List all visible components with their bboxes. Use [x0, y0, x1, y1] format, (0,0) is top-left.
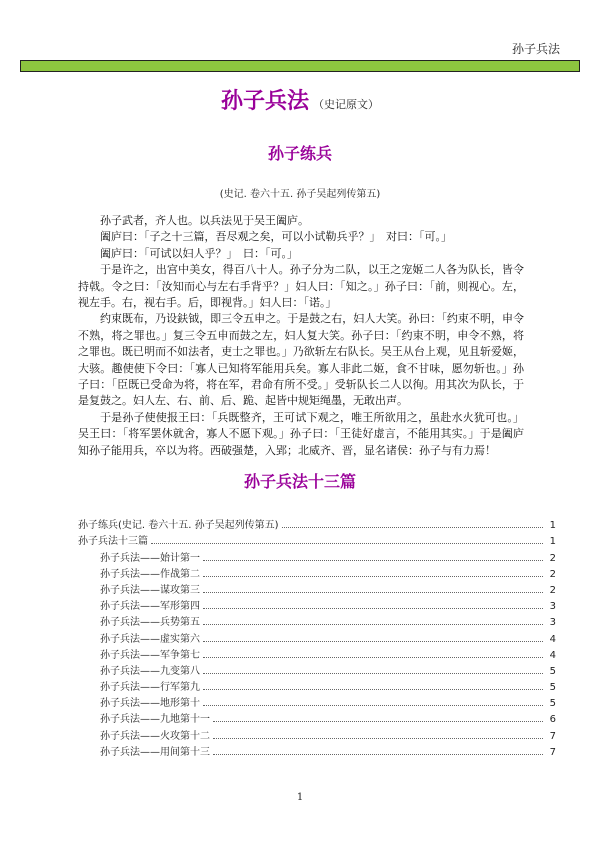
section-heading-thirteen-chapters: 孙子兵法十三篇 [243, 472, 356, 491]
table-of-contents [78, 515, 556, 758]
paragraph: 孙子武者，齐人也。以兵法见于吴王阖庐。 [100, 214, 309, 227]
toc-entry-title: 孙子兵法——用间第十三 [100, 746, 210, 758]
toc-leader-dots [282, 527, 543, 528]
toc-entry-title: 孙子兵法——始计第一 [100, 552, 200, 564]
toc-entry-title: 孙子兵法十三篇 [78, 536, 148, 548]
toc-entry[interactable] [78, 547, 556, 563]
toc-leader-dots [203, 576, 543, 577]
paragraph: 于是孙子使使报王曰：「兵既整齐，王可试下观之，唯王所欲用之，虽赴水火犹可也。」吴王曰：「将军罢休就舍，寡人不愿下观。」孙子曰：「王徒好虚言，不能用其实。」于是阖庐知孙子能用兵，卒以为将。西破强楚，入郢；北威齐、晋，显名诸侯：孙子与有力焉！ [78, 410, 524, 457]
toc-entry-title: 孙子兵法——九地第十一 [100, 714, 210, 726]
title-main: 孙子兵法 [220, 89, 309, 114]
source-citation: (史记. 卷六十五. 孙子吴起列传第五) [219, 189, 381, 200]
paragraph: 阖庐曰：「子之十三篇，吾尽观之矣，可以小试勒兵乎？」 对曰：「可。」 [100, 230, 452, 244]
toc-entry[interactable] [78, 677, 556, 693]
toc-leader-dots [203, 705, 543, 706]
toc-entry[interactable] [78, 596, 556, 612]
toc-entry-page: 2 [549, 552, 556, 564]
toc-entry-title: 孙子兵法——作战第二 [100, 568, 200, 580]
toc-entry[interactable] [78, 709, 556, 725]
page-number: 1 [296, 792, 304, 803]
toc-entry-page: 1 [549, 520, 556, 532]
toc-entry-page: 1 [549, 536, 556, 548]
main-text [78, 213, 524, 459]
toc-entry-page: 7 [549, 730, 556, 742]
toc-entry-title: 孙子兵法——军形第四 [100, 601, 200, 613]
toc-leader-dots [203, 641, 543, 642]
toc-entry-page: 5 [549, 698, 556, 710]
running-header: 孙子兵法 [511, 42, 560, 56]
toc-entry[interactable] [78, 742, 556, 758]
toc-entry[interactable] [78, 612, 556, 628]
paragraph: 于是许之，出宫中美女，得百八十人。孙子分为二队，以王之宠姬二人各为队长，皆令持戟。令之曰：「汝知而心与左右手背乎？」妇人曰：「知之。」孙子曰：「前，则视心。左，视左手。右，视右手。后，即视背。」妇人曰：「诺。」 [78, 263, 524, 310]
toc-entry-page: 5 [549, 665, 556, 677]
toc-entry[interactable] [78, 725, 556, 741]
toc-entry-title: 孙子兵法——军争第七 [100, 649, 200, 661]
paragraph: 约束既布，乃设鈇钺，即三令五申之。于是鼓之右，妇人大笑。孙曰：「约束不明，申令不熟，将之罪也。」复三令五申而鼓之左，妇人复大笑。孙子曰：「约束不明，申令不熟，将之罪也。既已明而不如法者，吏士之罪也。」乃欲斩左右队长。吴王从台上观，见且斩爱姬，大骇。趣使使下令曰：「寡人已知将军能用兵矣。寡人非此二姬，食不甘味，愿勿斩也。」孙子曰：「臣既已受命为将，将在军，君命有所不受。」受斩队长二人以徇。用其次为队长，于是复鼓之。妇人左、右、前、后、跪、起皆中规矩绳墨，无敢出声。 [78, 312, 524, 408]
toc-entry[interactable] [78, 515, 556, 531]
toc-entry[interactable] [78, 564, 556, 580]
toc-entry-page: 2 [549, 568, 556, 580]
toc-entry-title: 孙子练兵(史记. 卷六十五. 孙子吴起列传第五) [78, 520, 279, 532]
toc-entry[interactable] [78, 693, 556, 709]
toc-entry-page: 6 [549, 714, 556, 726]
toc-entry[interactable] [78, 661, 556, 677]
toc-entry-title: 孙子兵法——虚实第六 [100, 633, 200, 645]
toc-leader-dots [203, 560, 543, 561]
toc-entry[interactable] [78, 628, 556, 644]
toc-leader-dots [151, 543, 543, 544]
header-bar [20, 60, 580, 72]
toc-entry-title: 孙子兵法——地形第十 [100, 698, 200, 710]
toc-entry-page: 7 [549, 746, 556, 758]
toc-leader-dots [203, 657, 543, 658]
title-subtitle: （史记原文） [313, 98, 379, 111]
toc-entry-title: 孙子兵法——兵势第五 [100, 617, 200, 629]
toc-entry-page: 3 [549, 601, 556, 613]
paragraph: 阖庐曰：「可试以妇人乎？」 曰：「可。」 [100, 246, 298, 260]
toc-entry-title: 孙子兵法——火攻第十二 [100, 730, 210, 742]
toc-leader-dots [203, 592, 543, 593]
toc-entry-page: 5 [549, 682, 556, 694]
toc-entry-title: 孙子兵法——九变第八 [100, 665, 200, 677]
toc-leader-dots [203, 624, 543, 625]
toc-entry-page: 3 [549, 617, 556, 629]
toc-entry[interactable] [78, 531, 556, 547]
toc-leader-dots [213, 738, 543, 739]
toc-entry-page: 4 [549, 633, 556, 645]
toc-entry-page: 4 [549, 649, 556, 661]
toc-entry[interactable] [78, 645, 556, 661]
toc-leader-dots [203, 608, 543, 609]
toc-leader-dots [203, 673, 543, 674]
section-heading-training: 孙子练兵 [267, 144, 332, 163]
toc-entry[interactable] [78, 580, 556, 596]
toc-entry-title: 孙子兵法——行军第九 [100, 682, 200, 694]
toc-leader-dots [203, 689, 543, 690]
toc-leader-dots [213, 754, 543, 755]
document-title [0, 84, 600, 115]
toc-entry-title: 孙子兵法——谋攻第三 [100, 584, 200, 596]
toc-leader-dots [213, 721, 543, 722]
toc-entry-page: 2 [549, 584, 556, 596]
